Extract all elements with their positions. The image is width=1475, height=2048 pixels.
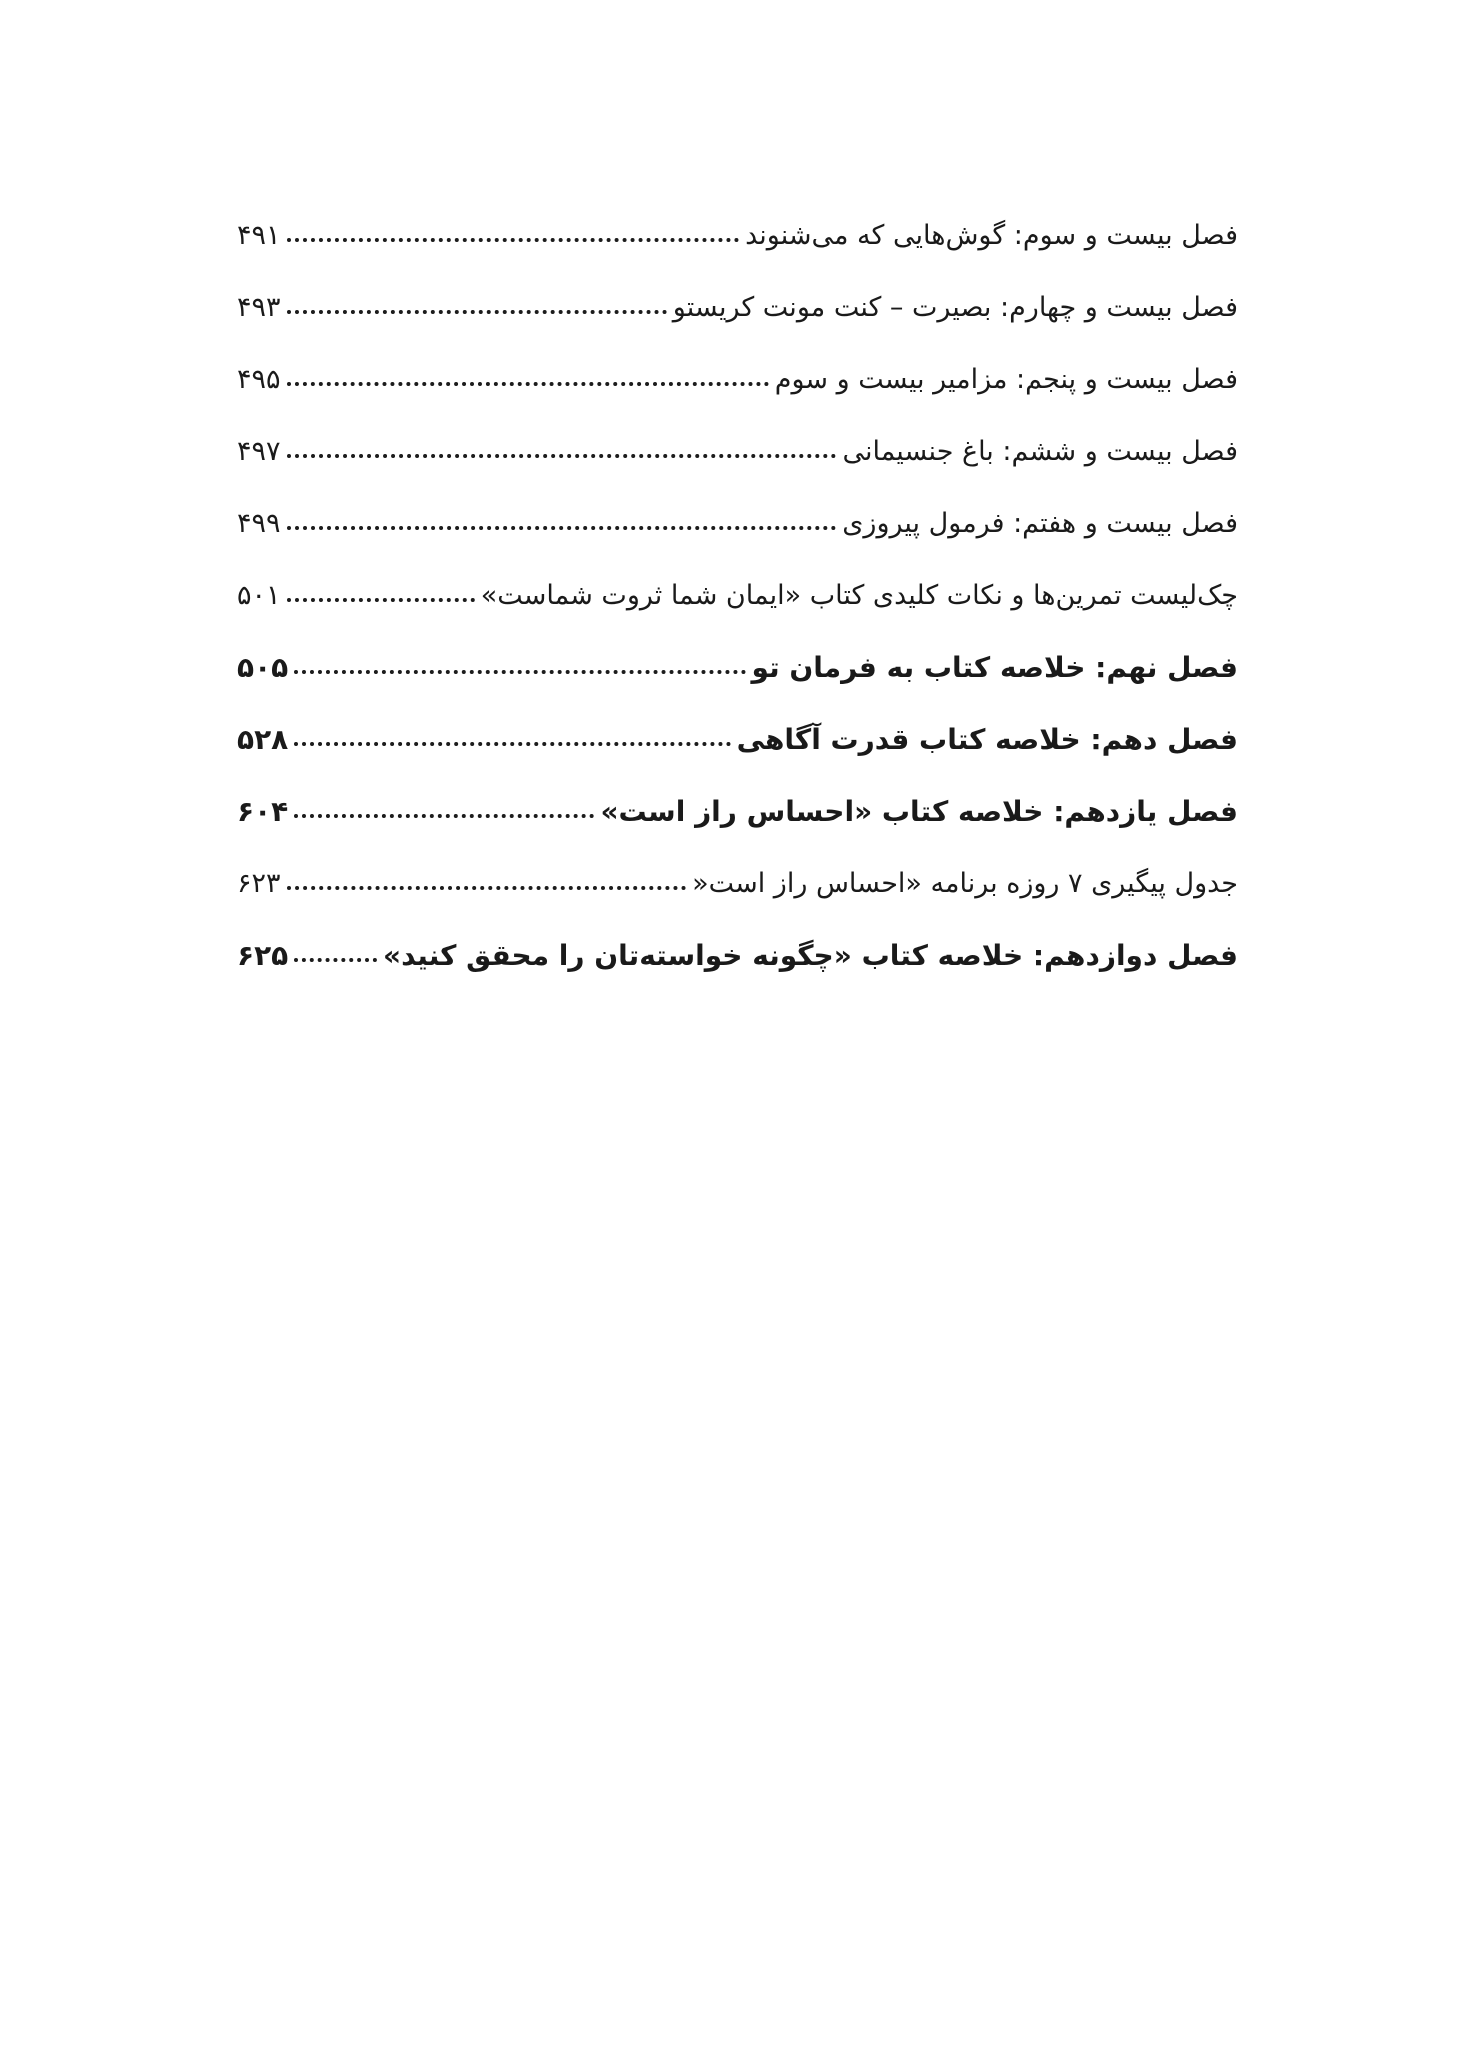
toc-entry-title: فصل بیست و سوم: گوش‌هایی که می‌شنوند bbox=[745, 220, 1238, 252]
toc-entry-page-number: ۶۲۵ bbox=[237, 939, 289, 972]
toc-entry-page-number: ۴۹۷ bbox=[237, 436, 281, 468]
toc-entry bbox=[237, 325, 1238, 397]
dot-leader bbox=[287, 886, 687, 890]
toc-entry-title: فصل دهم: خلاصه کتاب قدرت آگاهی bbox=[736, 723, 1238, 756]
toc-entry-page-number: ۴۹۵ bbox=[237, 364, 281, 396]
toc-entry-title: فصل دوازدهم: خلاصه کتاب «چگونه خواسته‌تان را محقق کنید» bbox=[383, 939, 1238, 972]
toc-entry bbox=[237, 541, 1238, 613]
toc-entry-title: فصل نهم: خلاصه کتاب به فرمان تو bbox=[751, 651, 1238, 684]
toc-entry bbox=[237, 181, 1238, 253]
toc-entry-title: جدول پیگیری ۷ روزه برنامه «احساس راز است« bbox=[692, 868, 1238, 900]
dot-leader bbox=[294, 742, 730, 746]
toc-entry-page-number: ۵۰۱ bbox=[237, 580, 281, 612]
dot-leader bbox=[287, 238, 740, 242]
dot-leader bbox=[294, 670, 745, 674]
toc-entry bbox=[237, 397, 1238, 469]
toc-entry bbox=[237, 253, 1238, 325]
toc-entry-title: فصل بیست و چهارم: بصیرت – کنت مونت کریستو bbox=[672, 292, 1238, 324]
toc-entry-page-number: ۴۹۳ bbox=[237, 292, 281, 324]
toc-entry-page-number: ۴۹۹ bbox=[237, 508, 281, 540]
toc-entry-page-number: ۶۲۳ bbox=[237, 868, 281, 900]
toc-entry bbox=[237, 613, 1238, 685]
dot-leader bbox=[287, 598, 475, 602]
dot-leader bbox=[294, 814, 594, 818]
dot-leader bbox=[287, 382, 769, 386]
dot-leader bbox=[287, 310, 667, 314]
toc-entry-title: فصل بیست و ششم: باغ جنسیمانی bbox=[842, 436, 1238, 468]
toc-entry-title: چک‌لیست تمرین‌ها و نکات کلیدی کتاب «ایمان شما ثروت شماست» bbox=[480, 580, 1238, 612]
toc-entry bbox=[237, 469, 1238, 541]
toc-entry bbox=[237, 829, 1238, 901]
toc-entry bbox=[237, 757, 1238, 829]
toc-entry-page-number: ۶۰۴ bbox=[237, 795, 289, 828]
toc-list bbox=[237, 181, 1238, 973]
dot-leader bbox=[287, 454, 837, 458]
toc-entry-page-number: ۴۹۱ bbox=[237, 220, 281, 252]
toc-entry-page-number: ۵۰۵ bbox=[237, 651, 289, 684]
toc-entry bbox=[237, 685, 1238, 757]
toc-entry-title: فصل بیست و هفتم: فرمول پیروزی bbox=[842, 508, 1238, 540]
toc-entry-title: فصل بیست و پنجم: مزامیر بیست و سوم bbox=[774, 364, 1238, 396]
dot-leader bbox=[287, 526, 837, 530]
toc-entry-page-number: ۵۲۸ bbox=[237, 723, 289, 756]
toc-entry-title: فصل یازدهم: خلاصه کتاب «احساس راز است» bbox=[600, 795, 1238, 828]
toc-entry bbox=[237, 901, 1238, 973]
dot-leader bbox=[294, 958, 377, 962]
